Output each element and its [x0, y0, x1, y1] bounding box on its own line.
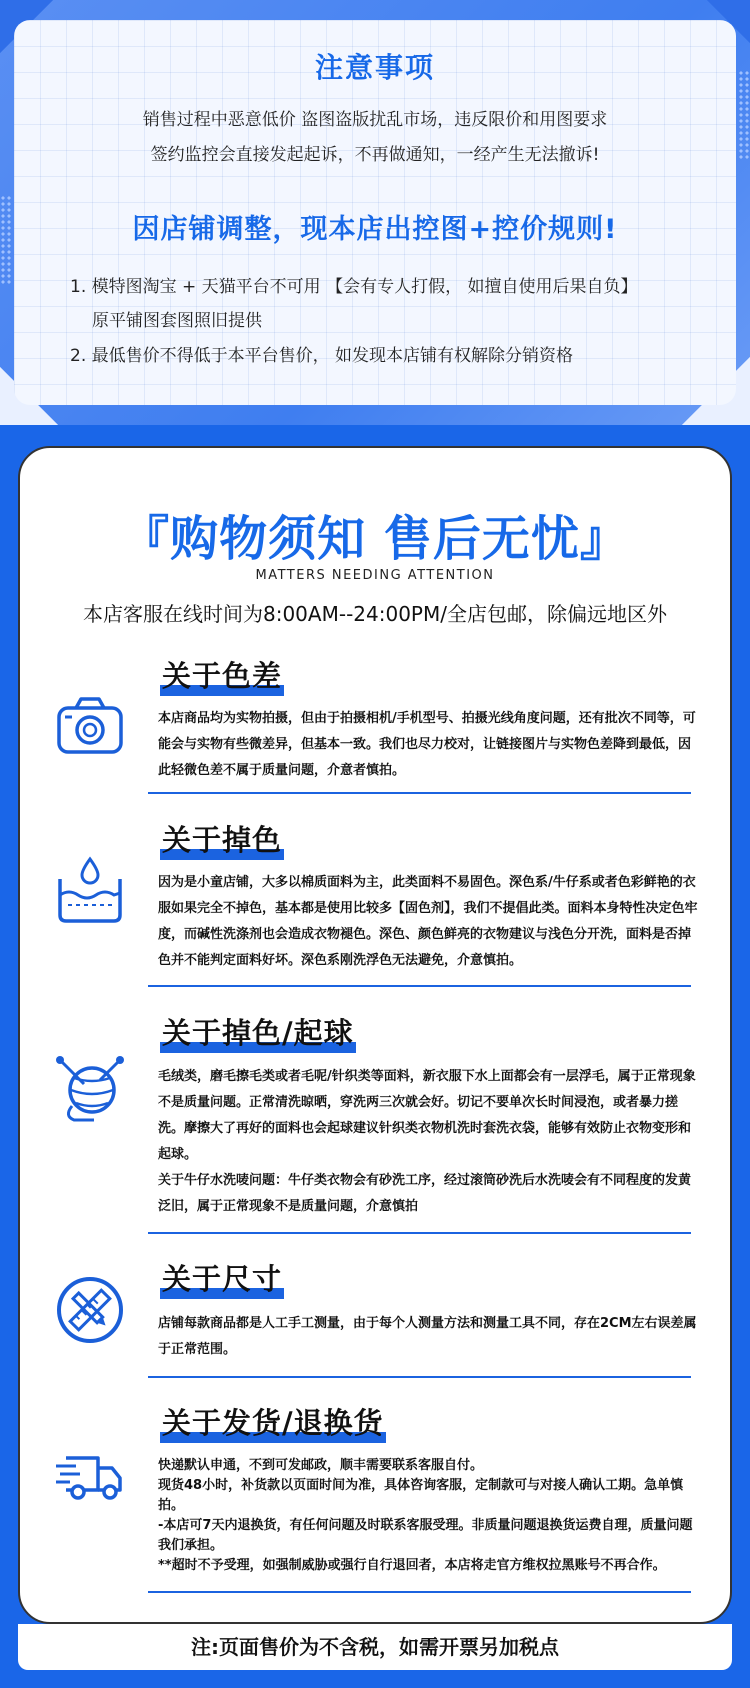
camera-icon [54, 690, 126, 762]
section-title-fading: 关于掉色 [160, 820, 284, 860]
section-divider [148, 985, 691, 987]
section-title-pilling: 关于掉色/起球 [160, 1013, 356, 1053]
section-paragraph: 毛绒类，磨毛擦毛类或者毛呢/针织类等面料，新衣服下水上面都会有一层浮毛，属于正常现象不是质量问题。正常清洗晾晒，穿洗两三次就会好。切记不要单次长时间浸泡，或者暴力搓洗。摩擦大了再好的面料也会起球建议针织类衣物机洗时套洗衣袋，能够有效防止衣物变形和起球。 [158, 1069, 696, 1162]
main-title: 『购物须知 售后无忧』 [121, 511, 629, 567]
section-paragraph: 快递默认申通，不到可发邮政，顺丰需要联系客服自付。 [158, 1458, 484, 1473]
section-divider [148, 1232, 691, 1234]
section-body-color-difference [158, 706, 703, 784]
section-paragraph: 现货48小时，补货款以页面时间为准，具体咨询客服，定制款可与对接人确认工期。急单慎拍。 [158, 1478, 684, 1513]
yarn-ball-icon [54, 1054, 126, 1126]
section-title-size: 关于尺寸 [160, 1259, 284, 1299]
section-paragraph: 因为是小童店铺，大多以棉质面料为主，此类面料不易固色。深色系/牛仔系或者色彩鲜艳的衣服如果完全不掉色，基本都是使用比较多【固色剂】，我们不提倡此类。面料本身特性决定色牢度，而碱性洗涤剂也会造成衣物褪色。深色、颜色鲜亮的衣物建议与浅色分开洗，面料是否掉色并不能判定面料好坏。深色系刚洗浮色无法避免，介意慎拍。 [158, 875, 698, 968]
section-divider [148, 1376, 691, 1378]
water-basin-icon [54, 855, 126, 927]
section-body-fading [158, 870, 703, 974]
section-paragraph: -本店可7天内退换货，有任何问题及时联系客服受理。非质量问题退换货运费自理，质量问题我们承担。 [158, 1518, 693, 1553]
section-paragraph: 店铺每款商品都是人工手工测量，由于每个人测量方法和测量工具不同，存在2CM左右误差属于正常范围。 [158, 1316, 697, 1357]
section-body-pilling [158, 1064, 703, 1220]
section-divider [148, 1591, 691, 1593]
service-hours: 本店客服在线时间为8:00AM--24:00PM/全店包邮，除偏远地区外 [83, 602, 667, 626]
section-body-shipping [158, 1456, 703, 1576]
notice-title: 注意事项 [314, 51, 435, 84]
rule-item-continued: 原平铺图套图照旧提供 [92, 311, 262, 331]
english-subtitle: MATTERS NEEDING ATTENTION [255, 568, 495, 583]
rule-title: 因店铺调整，现本店出控图+控价规则! [132, 214, 618, 245]
ruler-pencil-icon [54, 1274, 126, 1346]
notice-line: 销售过程中恶意低价 盗图盗版扰乱市场，违反限价和用图要求 [142, 110, 608, 130]
rule-item: 1. 模特图淘宝 + 天猫平台不可用 【会有专人打假， 如擅自使用后果自负】 [70, 277, 638, 297]
section-body-size [158, 1311, 703, 1363]
section-title-color-difference: 关于色差 [160, 656, 284, 696]
section-paragraph: 关于牛仔水洗唛问题：牛仔类衣物会有砂洗工序，经过滚筒砂洗后水洗唛会有不同程度的发黄泛旧，属于正常现象不是质量问题，介意慎拍 [158, 1173, 692, 1214]
delivery-truck-icon [54, 1440, 126, 1512]
section-paragraph: **超时不予受理，如强制威胁或强行自行退回者，本店将走官方维权拉黑账号不再合作。 [158, 1558, 666, 1573]
section-divider [148, 792, 691, 794]
tax-footnote: 注:页面售价为不含税，如需开票另加税点 [18, 1624, 732, 1670]
rule-item: 2. 最低售价不得低于本平台售价， 如发现本店铺有权解除分销资格 [70, 346, 574, 366]
section-title-shipping: 关于发货/退换货 [160, 1403, 386, 1443]
notice-line: 签约监控会直接发起起诉，不再做通知，一经产生无法撤诉! [150, 145, 600, 165]
section-paragraph: 本店商品均为实物拍摄，但由于拍摄相机/手机型号、拍摄光线角度问题，还有批次不同等，可能会与实物有些微差异，但基本一致。我们也尽力校对，让链接图片与实物色差降到最低，因此轻微色差不属于质量问题，介意者慎拍。 [158, 711, 696, 778]
